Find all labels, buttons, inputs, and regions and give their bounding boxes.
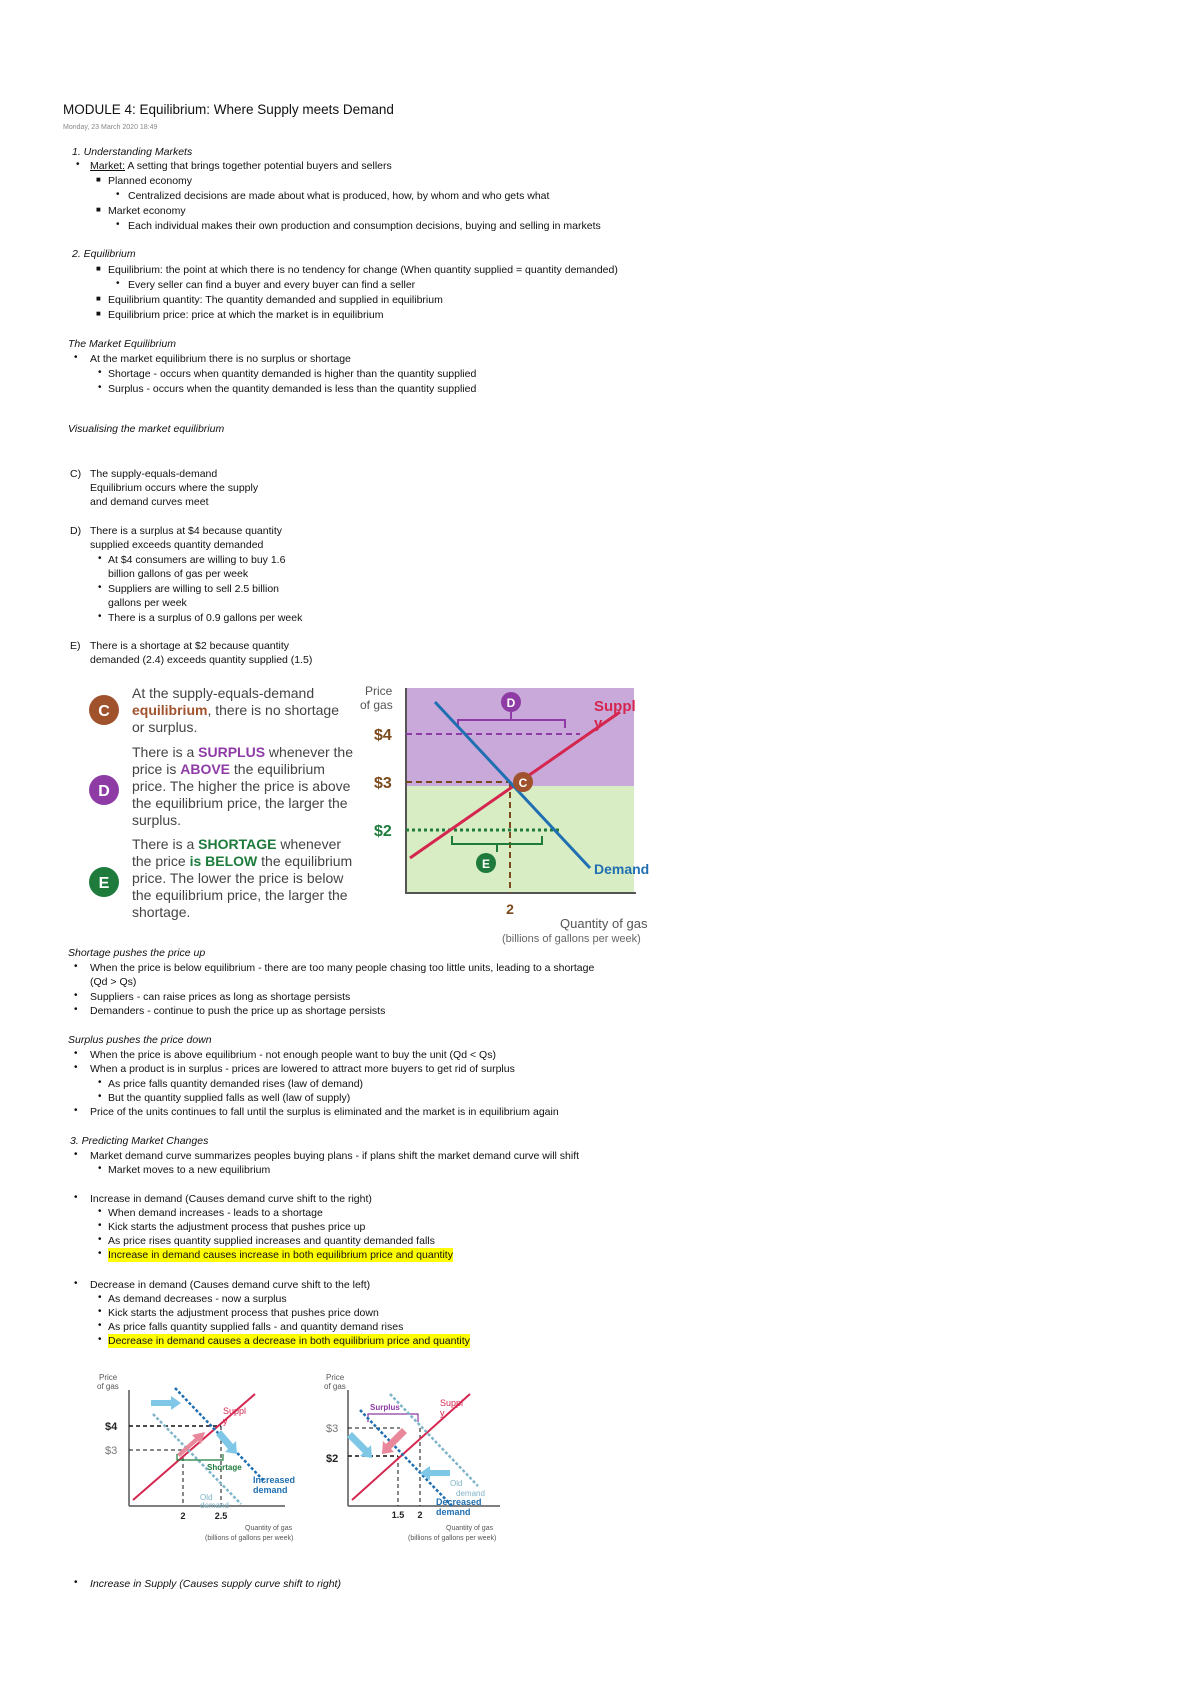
y-axis-label: Price — [99, 1373, 118, 1382]
bullet: • — [98, 382, 102, 393]
decrease-demand-sub: As demand decreases - now a surplus — [108, 1293, 287, 1305]
x-axis-sublabel: (billions of gallons per week) — [408, 1535, 497, 1542]
price-tick-2: $2 — [326, 1453, 339, 1465]
decrease-demand: Decrease in demand (Causes demand curve shift to the left) — [90, 1279, 371, 1291]
increased-demand-label: demand — [253, 1485, 288, 1495]
bullet: • — [98, 1320, 102, 1331]
visualising-heading: Visualising the market equilibrium — [68, 423, 225, 435]
note-c-line: Equilibrium occurs where the supply — [90, 482, 259, 494]
shortage-push-point: Suppliers - can raise prices as long as shortage persists — [90, 991, 351, 1003]
increased-demand-label: Increased — [253, 1475, 296, 1485]
bullet: • — [98, 1091, 102, 1102]
supply-label: y — [594, 715, 603, 732]
surplus-definition: Surplus - occurs when the quantity demanded is less than the quantity supplied — [108, 383, 477, 395]
bullet: • — [74, 1004, 78, 1015]
increase-demand-highlight: Increase in demand causes increase in both equilibrium price and quantity — [108, 1249, 453, 1261]
bullet: • — [74, 961, 78, 972]
c-text-line: At the supply-equals-demand — [132, 685, 315, 701]
decreased-demand-label: demand — [436, 1507, 471, 1517]
surplus-push-point: When a product is in surplus - prices are lowered to attract more buyers to get rid of surplus — [90, 1063, 515, 1075]
market-economy-detail: Each individual makes their own production and consumption decisions, buying and selling in markets — [128, 220, 601, 232]
badge-c-letter: C — [98, 703, 110, 720]
bullet: • — [74, 1048, 78, 1059]
price-tick-3: $3 — [105, 1445, 118, 1457]
increase-demand-sub: When demand increases - leads to a shortage — [108, 1207, 323, 1219]
old-demand-label: Old — [450, 1479, 463, 1488]
bullet: • — [98, 1206, 102, 1217]
bullet: • — [98, 1077, 102, 1088]
price-tick-2: $2 — [374, 823, 392, 840]
increase-demand-chart — [95, 1370, 315, 1550]
quantity-arrow-icon — [216, 1430, 237, 1454]
e-text-line: There is a SHORTAGE whenever — [132, 836, 342, 852]
surplus-push-heading: Surplus pushes the price down — [68, 1034, 212, 1046]
shortage-push-point: Demanders - continue to push the price up as shortage persists — [90, 1005, 386, 1017]
shift-arrow-icon — [151, 1396, 181, 1410]
note-e-label: E) — [70, 640, 81, 652]
shortage-push-point: When the price is below equilibrium - there are too many people chasing too little units, leading to a shortage — [90, 962, 595, 974]
old-demand-curve — [153, 1414, 241, 1504]
c-text-line: or surplus. — [132, 719, 198, 735]
x-axis-label: Quantity of gas — [446, 1525, 494, 1532]
note-d-label: D) — [70, 525, 82, 537]
shortage-definition: Shortage - occurs when quantity demanded is higher than the quantity supplied — [108, 368, 477, 380]
y-axis-label: of gas — [324, 1382, 346, 1391]
e-text-line: the equilibrium price, the larger the — [132, 887, 348, 903]
y-axis-label: Price — [365, 684, 393, 698]
bullet: • — [98, 611, 102, 622]
price-tick-3: $3 — [374, 775, 392, 792]
e-text-line: the price is BELOW the equilibrium — [132, 853, 353, 869]
shift-arrow-icon — [420, 1466, 450, 1480]
bullet: • — [98, 367, 102, 378]
equilibrium-price: Equilibrium price: price at which the market is in equilibrium — [108, 309, 384, 321]
bullet: • — [98, 582, 102, 593]
page-title: MODULE 4: Equilibrium: Where Supply meets Demand — [63, 102, 394, 117]
surplus-push-sub: But the quantity supplied falls as well (law of supply) — [108, 1092, 351, 1104]
decreased-demand-label: Decreased — [436, 1497, 482, 1507]
decrease-demand-highlight: Decrease in demand causes a decrease in both equilibrium price and quantity — [108, 1335, 470, 1347]
planned-economy-detail: Centralized decisions are made about what is produced, how, by whom and who gets what — [128, 190, 550, 202]
s3-sub: Market moves to a new equilibrium — [108, 1164, 271, 1176]
market-text: A setting that brings together potential buyers and sellers — [125, 160, 392, 172]
bullet: ■ — [96, 309, 101, 318]
market-economy: Market economy — [108, 205, 186, 217]
quantity-tick-2: 2 — [506, 901, 514, 917]
bullet: • — [74, 1278, 78, 1289]
bullet: • — [98, 1334, 102, 1345]
bullet: • — [98, 1306, 102, 1317]
decrease-demand-sub: As price falls quantity supplied falls - and quantity demand rises — [108, 1321, 404, 1333]
d-text-line: price is ABOVE the equilibrium — [132, 761, 325, 777]
bullet: • — [74, 1577, 78, 1588]
note-d-line: There is a surplus at $4 because quantity — [90, 525, 283, 537]
bullet: • — [116, 278, 120, 289]
note-d-line: gallons per week — [108, 597, 187, 609]
old-demand-label: demand — [200, 1501, 229, 1510]
e-text-line: price. The lower the price is below — [132, 870, 344, 886]
x-axis-sublabel: (billions of gallons per week) — [205, 1535, 294, 1542]
section-1-heading: 1. Understanding Markets — [72, 146, 193, 158]
shortage-label: Shortage — [207, 1463, 242, 1472]
bullet: ■ — [96, 264, 101, 273]
equilibrium-definition: Equilibrium: the point at which there is no tendency for change (When quantity supplied = quantity demanded) — [108, 264, 618, 276]
note-e-line: demanded (2.4) exceeds quantity supplied (1.5) — [90, 654, 313, 666]
supply-label: y — [223, 1416, 228, 1426]
note-c-label: C) — [70, 468, 82, 480]
quantity-tick-2: 2 — [417, 1510, 423, 1520]
price-tick-4: $4 — [374, 727, 392, 744]
decrease-demand-chart — [320, 1370, 530, 1550]
supply-label: Suppl — [440, 1398, 464, 1408]
d-text-line: There is a SURPLUS whenever the — [132, 744, 353, 760]
note-d-line: billion gallons of gas per week — [108, 568, 249, 580]
bullet: • — [74, 1062, 78, 1073]
e-text-line: shortage. — [132, 904, 191, 920]
bullet: • — [98, 1248, 102, 1259]
note-d-line: At $4 consumers are willing to buy 1.6 — [108, 554, 286, 566]
supply-label: Suppl — [594, 698, 636, 715]
y-axis-label: Price — [326, 1373, 345, 1382]
bullet: • — [74, 990, 78, 1001]
bullet: • — [74, 1105, 78, 1116]
price-tick-4: $4 — [105, 1421, 118, 1433]
quantity-tick-15: 1.5 — [391, 1510, 405, 1520]
old-demand-label: demand — [456, 1489, 485, 1498]
demand-label: Demand — [594, 861, 650, 877]
chart-badge-d-letter: D — [506, 696, 516, 710]
c-text-line: equilibrium, there is no shortage — [132, 702, 339, 718]
increase-demand-sub: As price rises quantity supplied increases and quantity demanded falls — [108, 1235, 435, 1247]
supply-label: y — [440, 1408, 445, 1418]
bullet: • — [98, 1234, 102, 1245]
supply-label: Suppl — [223, 1406, 247, 1416]
bullet: ■ — [96, 205, 101, 214]
note-c-line: and demand curves meet — [90, 496, 209, 508]
increase-demand: Increase in demand (Causes demand curve shift to the right) — [90, 1193, 372, 1205]
timestamp: Monday, 23 March 2020 18:49 — [63, 124, 158, 131]
price-tick-3: $3 — [326, 1423, 339, 1435]
quantity-arrow-icon — [347, 1432, 372, 1458]
market-eq-heading: The Market Equilibrium — [68, 338, 176, 350]
bullet: • — [98, 1163, 102, 1174]
x-axis-label: Quantity of gas — [560, 916, 648, 931]
decrease-demand-sub: Kick starts the adjustment process that pushes price down — [108, 1307, 379, 1319]
bullet: • — [116, 189, 120, 200]
old-demand-label: Old — [200, 1493, 213, 1502]
market-term: Market: — [90, 160, 126, 172]
market-definition — [90, 159, 392, 173]
d-text-line: the equilibrium price, the larger the — [132, 795, 348, 811]
bullet: ■ — [96, 175, 101, 184]
chart-badge-e-letter: E — [481, 857, 491, 871]
quantity-tick-2: 2 — [180, 1511, 186, 1521]
section-3-heading: 3. Predicting Market Changes — [70, 1135, 209, 1147]
price-down-arrow-icon — [382, 1428, 407, 1454]
d-text-line: price. The higher the price is above — [132, 778, 351, 794]
increase-demand-sub: Kick starts the adjustment process that pushes price up — [108, 1221, 366, 1233]
bullet: • — [74, 1149, 78, 1160]
x-axis-label: Quantity of gas — [245, 1525, 293, 1532]
bullet: • — [74, 1192, 78, 1203]
increase-supply: Increase in Supply (Causes supply curve shift to right) — [90, 1578, 341, 1590]
bullet: • — [74, 352, 78, 363]
surplus-label: Surplus — [370, 1403, 400, 1412]
bullet: • — [98, 1292, 102, 1303]
surplus-bracket — [368, 1414, 418, 1422]
s3-point: Market demand curve summarizes peoples buying plans - if plans shift the market demand curve will shift — [90, 1150, 580, 1162]
quantity-tick-25: 2.5 — [214, 1511, 228, 1521]
chart-badge-c-letter: C — [518, 776, 528, 790]
bullet: • — [98, 1220, 102, 1231]
planned-economy: Planned economy — [108, 175, 193, 187]
equilibrium-detail: Every seller can find a buyer and every buyer can find a seller — [128, 279, 416, 291]
y-axis-label: of gas — [97, 1382, 119, 1391]
decreased-demand-curve — [360, 1410, 452, 1506]
badge-d-letter: D — [98, 783, 110, 800]
section-2-heading: 2. Equilibrium — [72, 248, 136, 260]
note-e-line: There is a shortage at $2 because quantity — [90, 640, 290, 652]
note-d-line: supplied exceeds quantity demanded — [90, 539, 264, 551]
bullet: ■ — [96, 294, 101, 303]
surplus-push-point: Price of the units continues to fall until the surplus is eliminated and the market is in equilibrium again — [90, 1106, 559, 1118]
note-d-line: There is a surplus of 0.9 gallons per week — [108, 612, 303, 624]
equilibrium-quantity: Equilibrium quantity: The quantity demanded and supplied in equilibrium — [108, 294, 443, 306]
equilibrium-figure — [80, 678, 680, 956]
shortage-push-heading: Shortage pushes the price up — [68, 947, 206, 959]
surplus-push-sub: As price falls quantity demanded rises (law of demand) — [108, 1078, 364, 1090]
market-eq-point: At the market equilibrium there is no surplus or shortage — [90, 353, 351, 365]
surplus-push-point: When the price is above equilibrium - not enough people want to buy the unit (Qd < Qs) — [90, 1049, 496, 1061]
note-d-line: Suppliers are willing to sell 2.5 billion — [108, 583, 280, 595]
x-axis-sublabel: (billions of gallons per week) — [502, 933, 641, 945]
y-axis-label: of gas — [360, 698, 393, 712]
d-text-line: surplus. — [132, 812, 182, 828]
badge-e-letter: E — [98, 875, 110, 892]
note-c-line: The supply-equals-demand — [90, 468, 218, 480]
shortage-push-point: (Qd > Qs) — [90, 976, 137, 988]
bullet: • — [116, 219, 120, 230]
bullet: • — [98, 553, 102, 564]
bullet: • — [76, 159, 80, 170]
